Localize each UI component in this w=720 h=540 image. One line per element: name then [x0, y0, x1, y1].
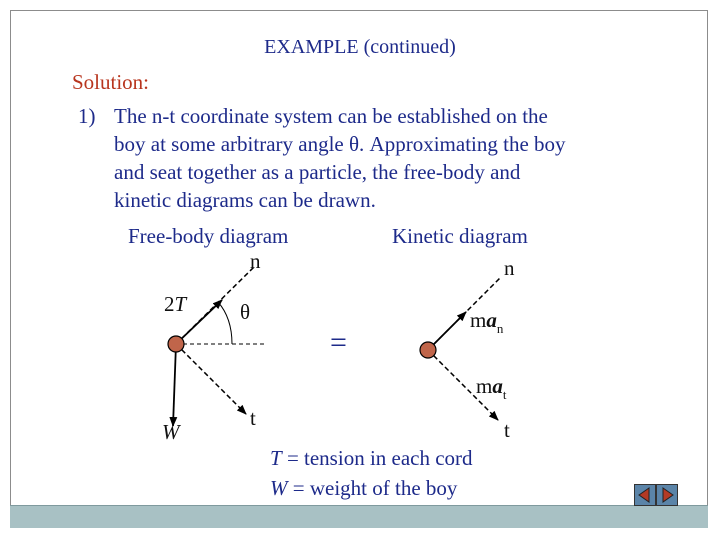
fbd-t-label: t [250, 406, 256, 430]
fbd-t-axis [176, 344, 246, 414]
kd-particle [420, 342, 436, 358]
tension-label: 2T [164, 292, 187, 316]
kinetic-heading: Kinetic diagram [392, 224, 528, 248]
step-number: 1) [78, 104, 96, 128]
man-label: $ma_n$ [470, 308, 504, 336]
slide-title: EXAMPLE (continued) [264, 36, 456, 58]
next-slide-button[interactable] [656, 484, 678, 506]
fbd-n-label: n [250, 249, 261, 273]
step-line-3: and seat together as a particle, the free-body and [114, 160, 521, 184]
equals-sign: = [330, 326, 347, 359]
step-line-4: kinetic diagrams can be drawn. [114, 188, 376, 212]
legend-weight: W = weight of the boy [270, 476, 458, 500]
fbd-particle [168, 336, 184, 352]
fbd-weight-arrow [173, 344, 176, 426]
theta-label: θ [240, 300, 251, 324]
prev-slide-button[interactable] [634, 484, 656, 506]
theta-arc [218, 302, 232, 344]
previous-icon [635, 485, 655, 505]
next-icon [657, 485, 677, 505]
kd-n-label: n [504, 256, 515, 280]
step-line-1: The n-t coordinate system can be established on the [114, 104, 548, 128]
kd-t-label: t [504, 418, 510, 442]
step-line-2: boy at some arbitrary angle θ. Approximating the boy [114, 132, 566, 156]
weight-label: W [162, 420, 180, 444]
mat-label: $ma_t$ [476, 374, 507, 402]
solution-label: Solution: [72, 70, 150, 94]
free-body-heading: Free-body diagram [128, 224, 289, 248]
legend-tension: T = tension in each cord [270, 446, 473, 470]
